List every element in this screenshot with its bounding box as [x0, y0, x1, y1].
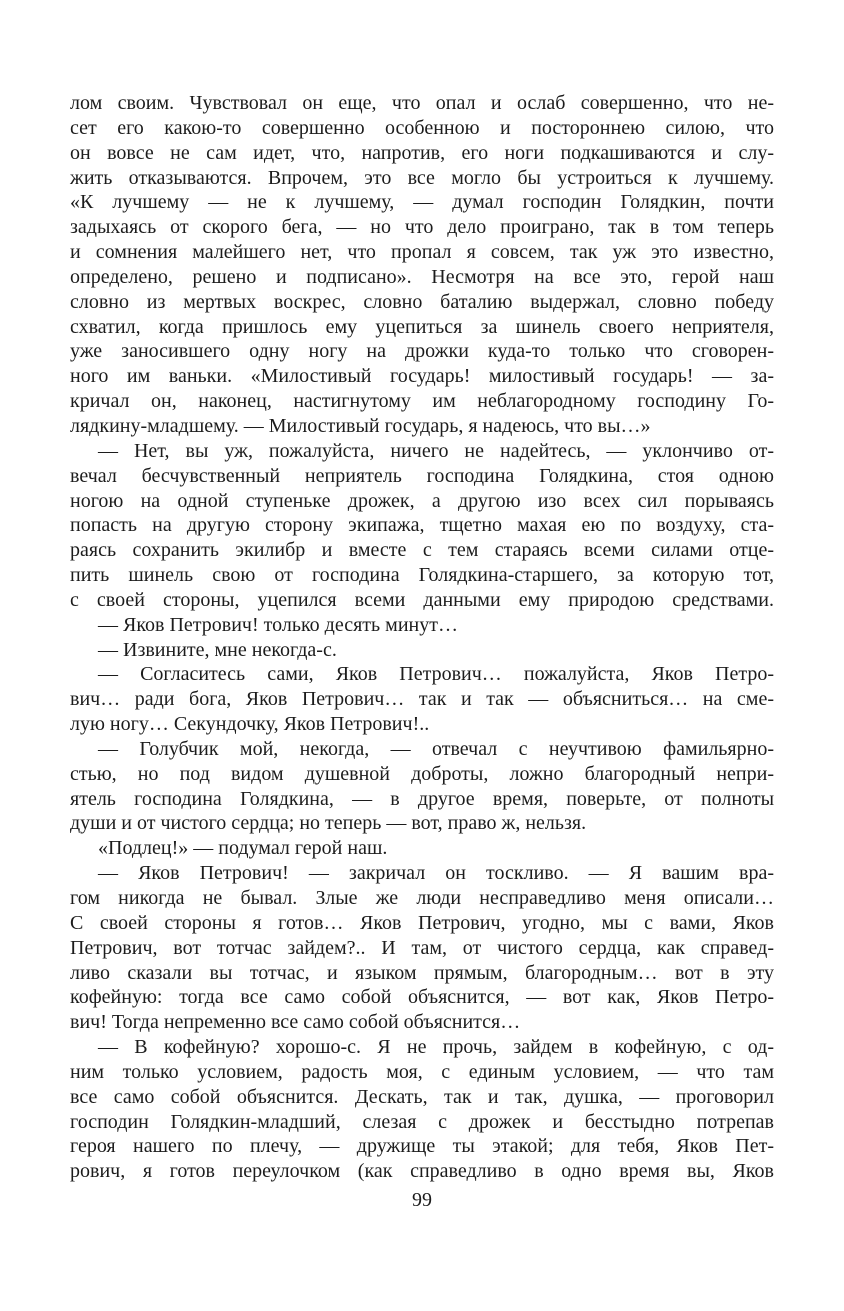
text-line: ним только условием, радость моя, с единым условием, — что там: [70, 1060, 774, 1083]
text-line: ного им ваньки. «Милостивый государь! милостивый государь! — за-: [70, 365, 774, 388]
text-line: — Согласитесь сами, Яков Петрович… пожалуйста, Яков Петро-: [98, 663, 774, 686]
text-line: жить отказываются. Впрочем, это все могло бы устроиться к лучшему.: [70, 166, 774, 189]
text-line: — Нет, вы уж, пожалуйста, ничего не надейтесь, — уклончиво от-: [98, 439, 774, 462]
text-line: — Извините, мне некогда-с.: [98, 638, 337, 661]
text-line: схватил, когда пришлось ему уцепиться за шинель своего неприятеля,: [70, 315, 774, 338]
text-line: — Яков Петрович! — закричал он тоскливо. — Я вашим вра-: [98, 862, 774, 885]
text-line: лую ногу… Секундочку, Яков Петрович!..: [70, 713, 430, 736]
text-line: кофейную: тогда все само собой объяснится, — вот как, Яков Петро-: [70, 986, 774, 1009]
text-line: господин Голядкин-младший, слезая с дрожек и бесстыдно потрепав: [70, 1110, 774, 1133]
text-line: ногою на одной ступеньке дрожек, а другою изо всех сил порываясь: [70, 489, 774, 512]
text-line: ливо сказали вы тотчас, и языком прямым, благородным… вот в эту: [70, 961, 774, 984]
text-line: раясь сохранить экилибр и вместе с тем стараясь всеми силами отце-: [70, 539, 774, 562]
text-line: рович, я готов переулочком (как справедливо в одно время вы, Яков: [70, 1160, 774, 1183]
text-line: души и от чистого сердца; но теперь — вот, право ж, нельзя.: [70, 812, 587, 835]
text-line: словно из мертвых воскрес, словно баталию выдержал, словно победу: [70, 290, 774, 313]
text-line: «К лучшему — не к лучшему, — думал господин Голядкин, почти: [70, 191, 774, 214]
page-number: 99: [412, 1189, 432, 1211]
text-line: сет его какою-то совершенно особенною и постороннею силою, что: [70, 116, 774, 139]
text-line: уже заносившего одну ногу на дрожки куда-то только что сговорен-: [70, 340, 774, 363]
text-line: Петрович, вот тотчас зайдем?.. И там, от чистого сердца, как справед-: [70, 936, 774, 959]
text-line: задыхаясь от скорого бега, — но что дело проиграно, так в том теперь: [70, 216, 774, 239]
text-line: ятель господина Голядкина, — в другое время, поверьте, от полноты: [70, 787, 774, 810]
text-line: с своей стороны, уцепился всеми данными ему природою средствами.: [70, 588, 774, 611]
text-line: кричал он, наконец, настигнутому им неблагородному господину Го-: [70, 390, 774, 413]
text-line: — Голубчик мой, некогда, — отвечал с неучтивою фамильярно-: [98, 737, 774, 760]
page-text: [70, 91, 774, 1184]
text-line: вич! Тогда непременно все само собой объяснится…: [70, 1011, 521, 1034]
text-line: стью, но под видом душевной доброты, ложно благородный непри-: [70, 762, 774, 785]
text-line: определено, решено и подписано». Несмотря на все это, герой наш: [70, 265, 774, 288]
text-line: вечал бесчувственный неприятель господина Голядкина, стоя одною: [70, 464, 774, 487]
text-line: лядкину-младшему. — Милостивый государь, я надеюсь, что вы…»: [70, 414, 651, 437]
text-line: и сомнения малейшего нет, что пропал я совсем, так уж это известно,: [70, 241, 774, 264]
text-line: «Подлец!» — подумал герой наш.: [98, 837, 388, 860]
text-line: он вовсе не сам идет, что, напротив, его ноги подкашиваются и слу-: [70, 141, 774, 164]
text-line: — Яков Петрович! только десять минут…: [98, 613, 458, 636]
text-line: — В кофейную? хорошо-с. Я не прочь, зайдем в кофейную, с од-: [98, 1036, 774, 1059]
text-line: попасть на другую сторону экипажа, тщетно махая ею по воздуху, ста-: [70, 514, 774, 537]
text-line: все само собой объяснится. Дескать, так и так, душка, — проговорил: [70, 1085, 774, 1108]
text-line: вич… ради бога, Яков Петрович… так и так — объясниться… на сме-: [70, 688, 774, 711]
text-line: лом своим. Чувствовал он еще, что опал и ослаб совершенно, что не-: [70, 92, 774, 114]
text-line: пить шинель свою от господина Голядкина-старшего, за которую тот,: [70, 564, 774, 587]
text-line: С своей стороны я готов… Яков Петрович, угодно, мы с вами, Яков: [70, 911, 774, 934]
text-line: героя нашего по плечу, — дружище ты этакой; для тебя, Яков Пет-: [70, 1135, 774, 1158]
text-line: гом никогда не бывал. Злые же люди несправедливо меня описали…: [70, 887, 774, 909]
